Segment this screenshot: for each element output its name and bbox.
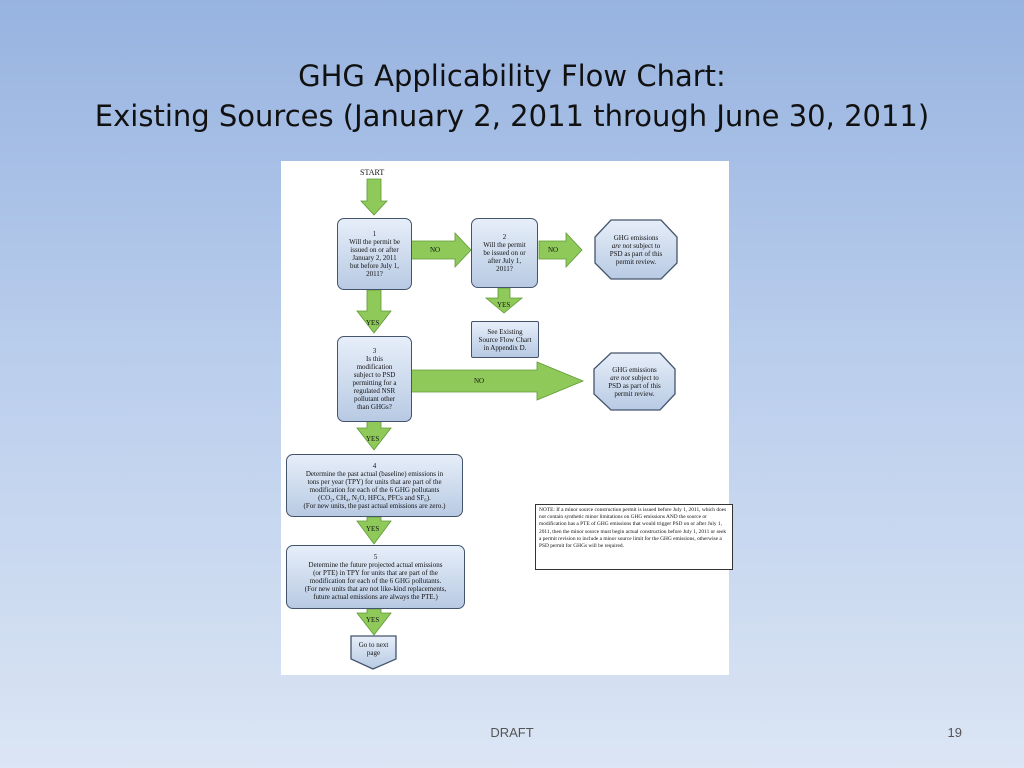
decision-box-2: 2 Will the permit be issued on or after July 1, 2011? <box>471 218 538 288</box>
slide-title <box>0 56 1024 136</box>
go-next-page-text: Go to next page <box>358 641 389 657</box>
octagon-1-text: GHG emissions are not subject to PSD as part of this permit review. <box>609 234 663 266</box>
arrow-box1-no <box>411 233 471 267</box>
arrow-box2-no <box>539 233 582 267</box>
slide-title-line2: Existing Sources (January 2, 2011 through June 30, 2011) <box>94 99 930 133</box>
label-yes-3: YES <box>366 435 380 443</box>
decision-box-3: 3 Is this modification subject to PSD permitting for a regulated NSR pollutant other than GHGs? <box>337 336 412 422</box>
start-label: START <box>360 168 385 177</box>
process-box-5: 5 Determine the future projected actual emissions (or PTE) in TPY for units that are part of the modification for each of the 6 GHG pollutants. (For new units that are not like-kind replacements, future actual emissions are always the PTE.) <box>286 545 465 609</box>
arrow-box3-no <box>411 362 583 400</box>
footer-draft: DRAFT <box>490 725 534 740</box>
process-box-4: 4 Determine the past actual (baseline) emissions in tons per year (TPY) for units that are part of the modification for each of the 6 GHG pollutants (CO₂, CH₄, N₂O, HFCs, PFCs and SF₆). (For new units, the past actual emissions are zero.) <box>286 454 463 517</box>
slide-title-line1: GHG Applicability Flow Chart: <box>298 59 726 93</box>
note-box: NOTE: If a minor source construction permit is issued before July 1, 2011, which does not contain synthetic minor limitations on GHG emissions AND the source or modification has a PTE of GHG emissions that would trigger PSD on or after July 1, 2011, then the minor source must begin actual construction before July 1, 2011 or seek a permit revision to include a minor source limit for the GHG emissions, otherwise a PSD permit for GHGs will be required. <box>535 504 733 570</box>
flowchart-figure <box>281 161 729 675</box>
label-yes-1: YES <box>366 319 380 327</box>
label-no-3: NO <box>474 377 485 385</box>
label-yes-2: YES <box>497 301 511 309</box>
label-no-1: NO <box>430 246 441 254</box>
octagon-2-text: GHG emissions are not subject to PSD as part of this permit review. <box>608 366 661 398</box>
arrow-start-down <box>361 179 387 215</box>
label-yes-4: YES <box>366 525 380 533</box>
label-yes-5: YES <box>366 616 380 624</box>
decision-box-1: 1 Will the permit be issued on or after January 2, 2011 but before July 1, 2011? <box>337 218 412 290</box>
page-number: 19 <box>947 725 962 740</box>
see-existing-box: See Existing Source Flow Chart in Appendix D. <box>471 321 539 358</box>
label-no-2: NO <box>548 246 559 254</box>
